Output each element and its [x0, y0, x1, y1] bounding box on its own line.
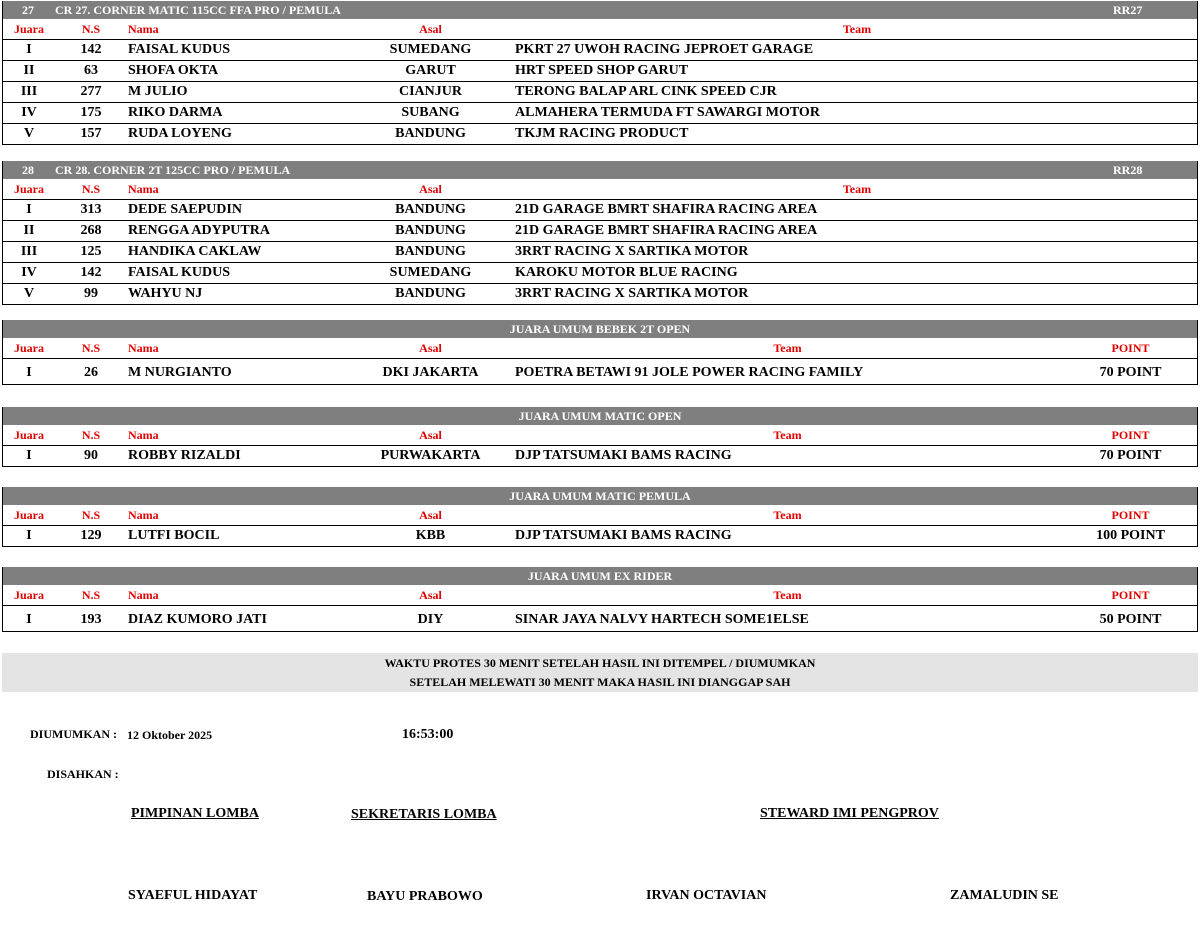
team-cell: 3RRT RACING X SARTIKA MOTOR	[515, 286, 749, 301]
nama-cell: M JULIO	[128, 84, 188, 99]
announced-date: 12 Oktober 2025	[127, 728, 213, 742]
juara-cell: I	[26, 202, 32, 217]
role-sekretaris-lomba: SEKRETARIS LOMBA	[351, 807, 497, 822]
protest-notice	[2, 653, 1198, 692]
ns-cell: 313	[80, 202, 102, 217]
champion-matic-pemula-table	[2, 487, 1198, 547]
header-team: Team	[773, 588, 802, 602]
asal-cell: SUBANG	[401, 105, 460, 120]
table-row	[3, 263, 1197, 284]
header-nama: Nama	[128, 588, 159, 602]
class-number: 28	[22, 163, 34, 177]
champion-title: JUARA UMUM BEBEK 2T OPEN	[3, 320, 1197, 338]
team-cell: 21D GARAGE BMRT SHAFIRA RACING AREA	[515, 202, 818, 217]
nama-cell: FAISAL KUDUS	[128, 42, 231, 57]
juara-cell: II	[23, 223, 35, 238]
team-cell: TKJM RACING PRODUCT	[515, 126, 689, 141]
asal-cell: BANDUNG	[395, 223, 466, 238]
header-asal: Asal	[419, 341, 442, 355]
table-row	[3, 200, 1197, 221]
class-28-table	[2, 161, 1198, 305]
team-cell: SINAR JAYA NALVY HARTECH SOME1ELSE	[515, 612, 809, 627]
announced-label: DIUMUMKAN :	[30, 727, 117, 741]
asal-cell: SUMEDANG	[389, 42, 472, 57]
juara-cell: III	[20, 84, 38, 99]
champion-ex-rider-table	[2, 567, 1198, 632]
nama-cell: WAHYU NJ	[128, 286, 203, 301]
nama-cell: HANDIKA CAKLAW	[128, 244, 262, 259]
table-row	[3, 82, 1197, 103]
asal-cell: DIY	[417, 612, 444, 627]
nama-cell: RUDA LOYENG	[128, 126, 232, 141]
champion-matic-open-table	[2, 407, 1198, 467]
ns-cell: 142	[80, 265, 102, 280]
asal-cell: SUMEDANG	[389, 265, 472, 280]
nama-cell: LUTFI BOCIL	[128, 528, 220, 543]
asal-cell: CIANJUR	[399, 84, 462, 99]
header-juara: Juara	[14, 428, 44, 442]
asal-cell: BANDUNG	[395, 126, 466, 141]
table-row	[3, 124, 1197, 144]
juara-cell: I	[26, 448, 32, 463]
column-headers	[3, 585, 1197, 606]
header-ns: N.S	[81, 22, 101, 36]
signatory-steward-1: IRVAN OCTAVIAN	[646, 888, 767, 903]
header-asal: Asal	[419, 508, 442, 522]
point-cell: 100 POINT	[1096, 528, 1165, 543]
header-asal: Asal	[419, 428, 442, 442]
asal-cell: BANDUNG	[395, 202, 466, 217]
team-cell: DJP TATSUMAKI BAMS RACING	[515, 528, 732, 543]
champion-title: JUARA UMUM EX RIDER	[3, 567, 1197, 585]
team-cell: PKRT 27 UWOH RACING JEPROET GARAGE	[515, 42, 814, 57]
juara-cell: V	[23, 286, 35, 301]
ns-cell: 142	[80, 42, 102, 57]
nama-cell: FAISAL KUDUS	[128, 265, 231, 280]
ns-cell: 90	[84, 448, 98, 463]
header-nama: Nama	[128, 428, 159, 442]
header-team: Team	[773, 341, 802, 355]
header-juara: Juara	[14, 182, 44, 196]
ns-cell: 277	[80, 84, 102, 99]
header-nama: Nama	[128, 508, 159, 522]
header-team: Team	[773, 508, 802, 522]
nama-cell: DEDE SAEPUDIN	[128, 202, 242, 217]
team-cell: POETRA BETAWI 91 JOLE POWER RACING FAMILY	[515, 365, 864, 380]
champion-title: JUARA UMUM MATIC OPEN	[3, 407, 1197, 425]
asal-cell: KBB	[415, 528, 446, 543]
point-cell: 70 POINT	[1099, 365, 1162, 380]
column-headers	[3, 338, 1197, 359]
class-header	[3, 161, 1197, 179]
ns-cell: 26	[84, 365, 98, 380]
class-title: CR 27. CORNER MATIC 115CC FFA PRO / PEMULA	[55, 3, 341, 17]
notice-line-2: SETELAH MELEWATI 30 MENIT MAKA HASIL INI DIANGGAP SAH	[409, 675, 791, 689]
ns-cell: 63	[84, 63, 98, 78]
class-27-table	[2, 1, 1198, 145]
class-code: RR28	[1113, 163, 1143, 177]
class-code: RR27	[1113, 3, 1143, 17]
header-ns: N.S	[81, 508, 101, 522]
team-cell: TERONG BALAP ARL CINK SPEED CJR	[515, 84, 777, 99]
nama-cell: RENGGA ADYPUTRA	[128, 223, 270, 238]
ns-cell: 129	[80, 528, 102, 543]
header-point: POINT	[1111, 428, 1150, 442]
nama-cell: DIAZ KUMORO JATI	[128, 612, 267, 627]
header-point: POINT	[1111, 508, 1150, 522]
notice-line-1: WAKTU PROTES 30 MENIT SETELAH HASIL INI DITEMPEL / DIUMUMKAN	[384, 656, 816, 670]
header-ns: N.S	[81, 182, 101, 196]
header-ns: N.S	[81, 428, 101, 442]
class-number: 27	[22, 3, 34, 17]
ns-cell: 157	[80, 126, 102, 141]
nama-cell: RIKO DARMA	[128, 105, 223, 120]
announced-time: 16:53:00	[402, 727, 454, 742]
header-asal: Asal	[419, 182, 442, 196]
champion-title: JUARA UMUM MATIC PEMULA	[3, 487, 1197, 505]
header-asal: Asal	[419, 588, 442, 602]
ns-cell: 175	[80, 105, 102, 120]
juara-cell: I	[26, 612, 32, 627]
header-team: Team	[842, 22, 872, 36]
table-row	[3, 40, 1197, 61]
team-cell: DJP TATSUMAKI BAMS RACING	[515, 448, 732, 463]
column-headers	[3, 425, 1197, 446]
ns-cell: 125	[80, 244, 102, 259]
signatory-pimpinan: SYAEFUL HIDAYAT	[128, 888, 258, 903]
table-row	[3, 221, 1197, 242]
juara-cell: II	[23, 63, 35, 78]
header-asal: Asal	[419, 22, 442, 36]
header-team: Team	[842, 182, 872, 196]
team-cell: ALMAHERA TERMUDA FT SAWARGI MOTOR	[515, 105, 820, 120]
juara-cell: V	[23, 126, 35, 141]
asal-cell: GARUT	[405, 63, 456, 78]
header-juara: Juara	[14, 341, 44, 355]
juara-cell: I	[26, 528, 32, 543]
table-row	[3, 606, 1197, 631]
team-cell: HRT SPEED SHOP GARUT	[515, 63, 689, 78]
asal-cell: PURWAKARTA	[380, 448, 481, 463]
signatory-steward-2: ZAMALUDIN SE	[950, 888, 1059, 903]
header-nama: Nama	[128, 341, 159, 355]
team-cell: KAROKU MOTOR BLUE RACING	[515, 265, 738, 280]
header-juara: Juara	[14, 508, 44, 522]
column-headers	[3, 19, 1197, 40]
header-juara: Juara	[14, 22, 44, 36]
column-headers	[3, 179, 1197, 200]
table-row	[3, 242, 1197, 263]
juara-cell: I	[26, 365, 32, 380]
table-row	[3, 446, 1197, 466]
table-row	[3, 61, 1197, 82]
header-ns: N.S	[81, 341, 101, 355]
team-cell: 21D GARAGE BMRT SHAFIRA RACING AREA	[515, 223, 818, 238]
juara-cell: IV	[21, 105, 37, 120]
asal-cell: BANDUNG	[395, 244, 466, 259]
header-nama: Nama	[128, 22, 159, 36]
role-pimpinan-lomba: PIMPINAN LOMBA	[131, 806, 259, 821]
nama-cell: M NURGIANTO	[128, 365, 232, 380]
juara-cell: IV	[21, 265, 37, 280]
champion-bebek-2t-open-table	[2, 320, 1198, 385]
asal-cell: BANDUNG	[395, 286, 466, 301]
team-cell: 3RRT RACING X SARTIKA MOTOR	[515, 244, 749, 259]
table-row	[3, 103, 1197, 124]
table-row	[3, 284, 1197, 304]
ns-cell: 193	[80, 612, 102, 627]
asal-cell: DKI JAKARTA	[382, 365, 479, 380]
header-point: POINT	[1111, 341, 1150, 355]
ns-cell: 268	[80, 223, 102, 238]
column-headers	[3, 505, 1197, 526]
point-cell: 70 POINT	[1099, 448, 1162, 463]
table-row	[3, 526, 1197, 546]
signatory-sekretaris: BAYU PRABOWO	[367, 889, 483, 904]
header-team: Team	[773, 428, 802, 442]
table-row	[3, 359, 1197, 384]
header-juara: Juara	[14, 588, 44, 602]
role-steward-imi: STEWARD IMI PENGPROV	[760, 806, 939, 821]
approved-label: DISAHKAN :	[47, 767, 119, 781]
juara-cell: III	[20, 244, 38, 259]
header-nama: Nama	[128, 182, 159, 196]
header-point: POINT	[1111, 588, 1150, 602]
class-header	[3, 1, 1197, 19]
ns-cell: 99	[84, 286, 98, 301]
point-cell: 50 POINT	[1099, 612, 1162, 627]
nama-cell: SHOFA OKTA	[128, 63, 219, 78]
juara-cell: I	[26, 42, 32, 57]
class-title: CR 28. CORNER 2T 125CC PRO / PEMULA	[55, 163, 291, 177]
header-ns: N.S	[81, 588, 101, 602]
nama-cell: ROBBY RIZALDI	[128, 448, 241, 463]
